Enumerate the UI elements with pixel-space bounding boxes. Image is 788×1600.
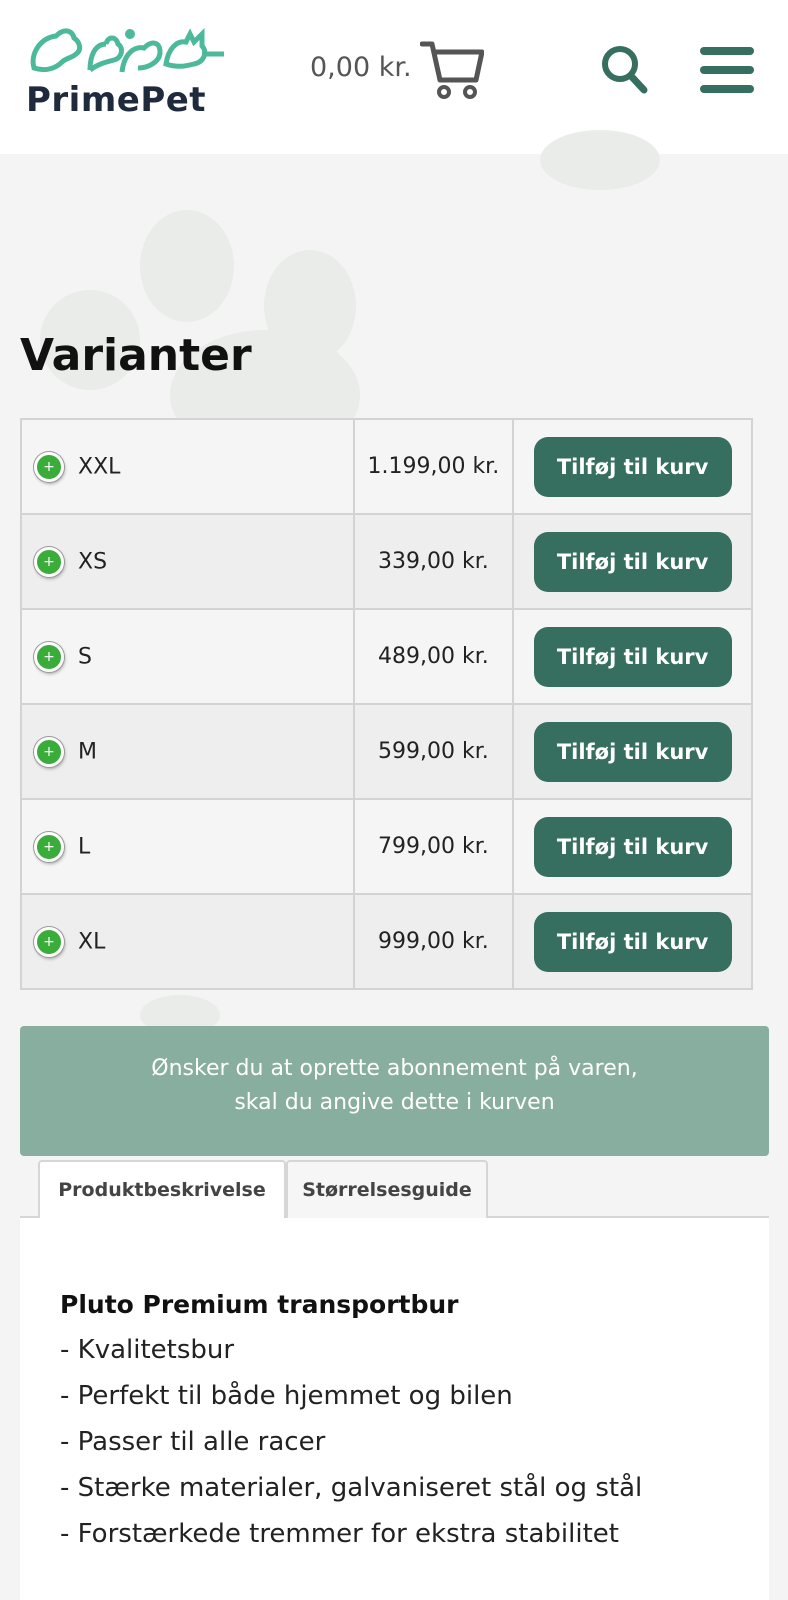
hamburger-menu-icon[interactable]: [700, 47, 754, 93]
expand-plus-icon[interactable]: +: [34, 737, 64, 767]
variant-row: [21, 609, 752, 704]
variants-heading: Varianter: [20, 330, 252, 381]
variant-price: 489,00 kr.: [354, 609, 514, 704]
variant-row: [21, 704, 752, 799]
description-item: - Passer til alle racer: [60, 1427, 326, 1457]
expand-plus-icon[interactable]: +: [34, 452, 64, 482]
site-header: [0, 0, 788, 154]
variants-table: [20, 418, 753, 990]
description-item: - Forstærkede tremmer for ekstra stabilitet: [60, 1519, 619, 1549]
variant-price: 599,00 kr.: [354, 704, 514, 799]
cart-total[interactable]: 0,00 kr.: [310, 52, 412, 83]
paw-decoration: [140, 210, 234, 322]
expand-plus-icon[interactable]: +: [34, 547, 64, 577]
variant-name: XS: [78, 549, 108, 574]
add-to-cart-button[interactable]: Tilføj til kurv: [534, 722, 732, 782]
logo-wordmark: PrimePet: [26, 80, 207, 120]
pet-silhouettes-icon: [26, 24, 226, 80]
tab-storrelsesguide[interactable]: Størrelsesguide: [286, 1160, 488, 1218]
add-to-cart-button[interactable]: Tilføj til kurv: [534, 912, 732, 972]
description-item: - Kvalitetsbur: [60, 1335, 235, 1365]
paw-decoration: [540, 130, 660, 190]
variant-name: XL: [78, 929, 106, 954]
primepet-logo[interactable]: [26, 24, 226, 120]
subscription-notice: [20, 1026, 769, 1156]
variant-name: L: [78, 834, 91, 859]
product-description: [20, 1218, 769, 1600]
variant-price: 339,00 kr.: [354, 514, 514, 609]
description-item: - Perfekt til både hjemmet og bilen: [60, 1381, 513, 1411]
product-tabs: [20, 1160, 769, 1218]
variant-name: S: [78, 644, 92, 669]
cart-icon[interactable]: [420, 38, 484, 102]
variant-price: 999,00 kr.: [354, 894, 514, 989]
add-to-cart-button[interactable]: Tilføj til kurv: [534, 627, 732, 687]
expand-plus-icon[interactable]: +: [34, 642, 64, 672]
expand-plus-icon[interactable]: +: [34, 927, 64, 957]
description-item: - Stærke materialer, galvaniseret stål og stål: [60, 1473, 643, 1503]
tab-produktbeskrivelse[interactable]: Produktbeskrivelse: [38, 1160, 286, 1220]
add-to-cart-button[interactable]: Tilføj til kurv: [534, 817, 732, 877]
search-icon[interactable]: [600, 44, 648, 94]
variant-price: 799,00 kr.: [354, 799, 514, 894]
variant-row: [21, 799, 752, 894]
variant-name: M: [78, 739, 97, 764]
expand-plus-icon[interactable]: +: [34, 832, 64, 862]
description-title: Pluto Premium transportbur: [60, 1290, 459, 1319]
variant-price: 1.199,00 kr.: [354, 419, 514, 514]
variant-name: XXL: [78, 454, 121, 479]
add-to-cart-button[interactable]: Tilføj til kurv: [534, 437, 732, 497]
add-to-cart-button[interactable]: Tilføj til kurv: [534, 532, 732, 592]
subscription-notice-line2: skal du angive dette i kurven: [234, 1090, 555, 1115]
subscription-notice-line1: Ønsker du at oprette abonnement på varen,: [151, 1056, 638, 1081]
variant-row: [21, 419, 752, 514]
variant-row: [21, 514, 752, 609]
variant-row: [21, 894, 752, 989]
